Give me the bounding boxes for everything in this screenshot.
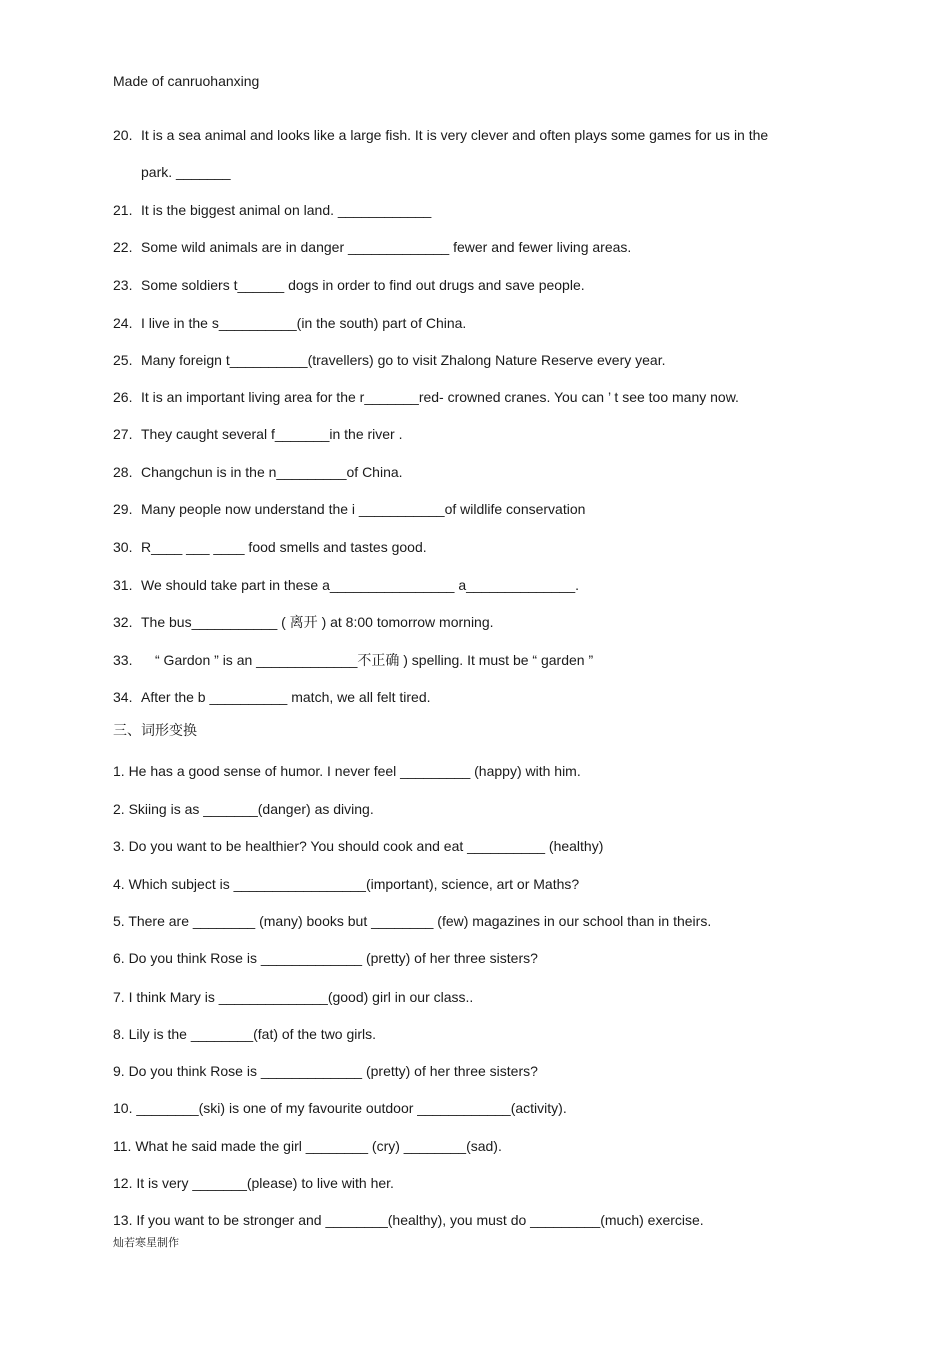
question-number: 33. bbox=[113, 652, 133, 668]
question-text: They caught several f_______in the river . bbox=[141, 426, 403, 442]
word-form-item-3: 3. Do you want to be healthier? You should cook and eat __________ (healthy) bbox=[113, 838, 604, 854]
question-text: Some soldiers t______ dogs in order to find out drugs and save people. bbox=[141, 277, 585, 293]
question-number: 24. bbox=[113, 315, 133, 331]
question-text: R____ ___ ____ food smells and tastes good. bbox=[141, 539, 427, 555]
word-form-item-13: 13. If you want to be stronger and ________(healthy), you must do _________(much) exercise. bbox=[113, 1212, 704, 1228]
question-text: “ Gardon ” is an _____________不正确 ) spelling. It must be “ garden ” bbox=[155, 652, 594, 668]
question-number: 26. bbox=[113, 389, 133, 405]
question-number: 32. bbox=[113, 614, 133, 630]
question-text: It is an important living area for the r_______red- crowned cranes. You can ’ t see too many now. bbox=[141, 389, 739, 405]
section-title: 三、词形变换 bbox=[113, 723, 197, 739]
question-number: 25. bbox=[113, 352, 133, 368]
question-number: 20. bbox=[113, 127, 133, 143]
word-form-item-4: 4. Which subject is _________________(important), science, art or Maths? bbox=[113, 876, 580, 892]
question-number: 28. bbox=[113, 464, 133, 480]
question-text: The bus___________ ( 离开 ) at 8:00 tomorrow morning. bbox=[141, 614, 494, 630]
question-text: Changchun is in the n_________of China. bbox=[141, 464, 403, 480]
word-form-item-6: 6. Do you think Rose is _____________ (pretty) of her three sisters? bbox=[113, 950, 538, 966]
question-text: After the b __________ match, we all felt tired. bbox=[141, 689, 431, 705]
question-number: 34. bbox=[113, 689, 133, 705]
question-text: We should take part in these a________________ a______________. bbox=[141, 577, 580, 593]
question-number: 29. bbox=[113, 501, 133, 517]
question-number: 27. bbox=[113, 426, 133, 442]
question-text: Some wild animals are in danger _____________ fewer and fewer living areas. bbox=[141, 239, 632, 255]
word-form-item-11: 11. What he said made the girl ________ (cry) ________(sad). bbox=[113, 1138, 502, 1154]
page-footer: 灿若寒星制作 bbox=[113, 1236, 179, 1249]
question-number: 22. bbox=[113, 239, 133, 255]
question-text: It is a sea animal and looks like a large fish. It is very clever and often plays some games for us in the bbox=[141, 127, 769, 143]
question-number: 31. bbox=[113, 577, 133, 593]
word-form-item-2: 2. Skiing is as _______(danger) as diving. bbox=[113, 801, 374, 817]
question-number: 23. bbox=[113, 277, 133, 293]
word-form-item-8: 8. Lily is the ________(fat) of the two girls. bbox=[113, 1026, 377, 1042]
word-form-item-10: 10. ________(ski) is one of my favourite outdoor ____________(activity). bbox=[113, 1100, 567, 1116]
question-20-continuation: park. _______ bbox=[141, 164, 231, 180]
word-form-item-9: 9. Do you think Rose is _____________ (pretty) of her three sisters? bbox=[113, 1063, 538, 1079]
question-text: Many foreign t__________(travellers) go to visit Zhalong Nature Reserve every year. bbox=[141, 352, 666, 368]
word-form-item-5: 5. There are ________ (many) books but ________ (few) magazines in our school than in theirs. bbox=[113, 913, 712, 929]
question-text: I live in the s__________(in the south) part of China. bbox=[141, 315, 467, 331]
question-number: 21. bbox=[113, 202, 133, 218]
word-form-item-7: 7. I think Mary is ______________(good) girl in our class.. bbox=[113, 989, 474, 1005]
page-header: Made of canruohanxing bbox=[113, 73, 260, 89]
question-text: It is the biggest animal on land. ____________ bbox=[141, 202, 432, 218]
question-text: Many people now understand the i ___________of wildlife conservation bbox=[141, 501, 586, 517]
word-form-item-1: 1. He has a good sense of humor. I never feel _________ (happy) with him. bbox=[113, 763, 581, 779]
question-number: 30. bbox=[113, 539, 133, 555]
word-form-item-12: 12. It is very _______(please) to live with her. bbox=[113, 1175, 394, 1191]
